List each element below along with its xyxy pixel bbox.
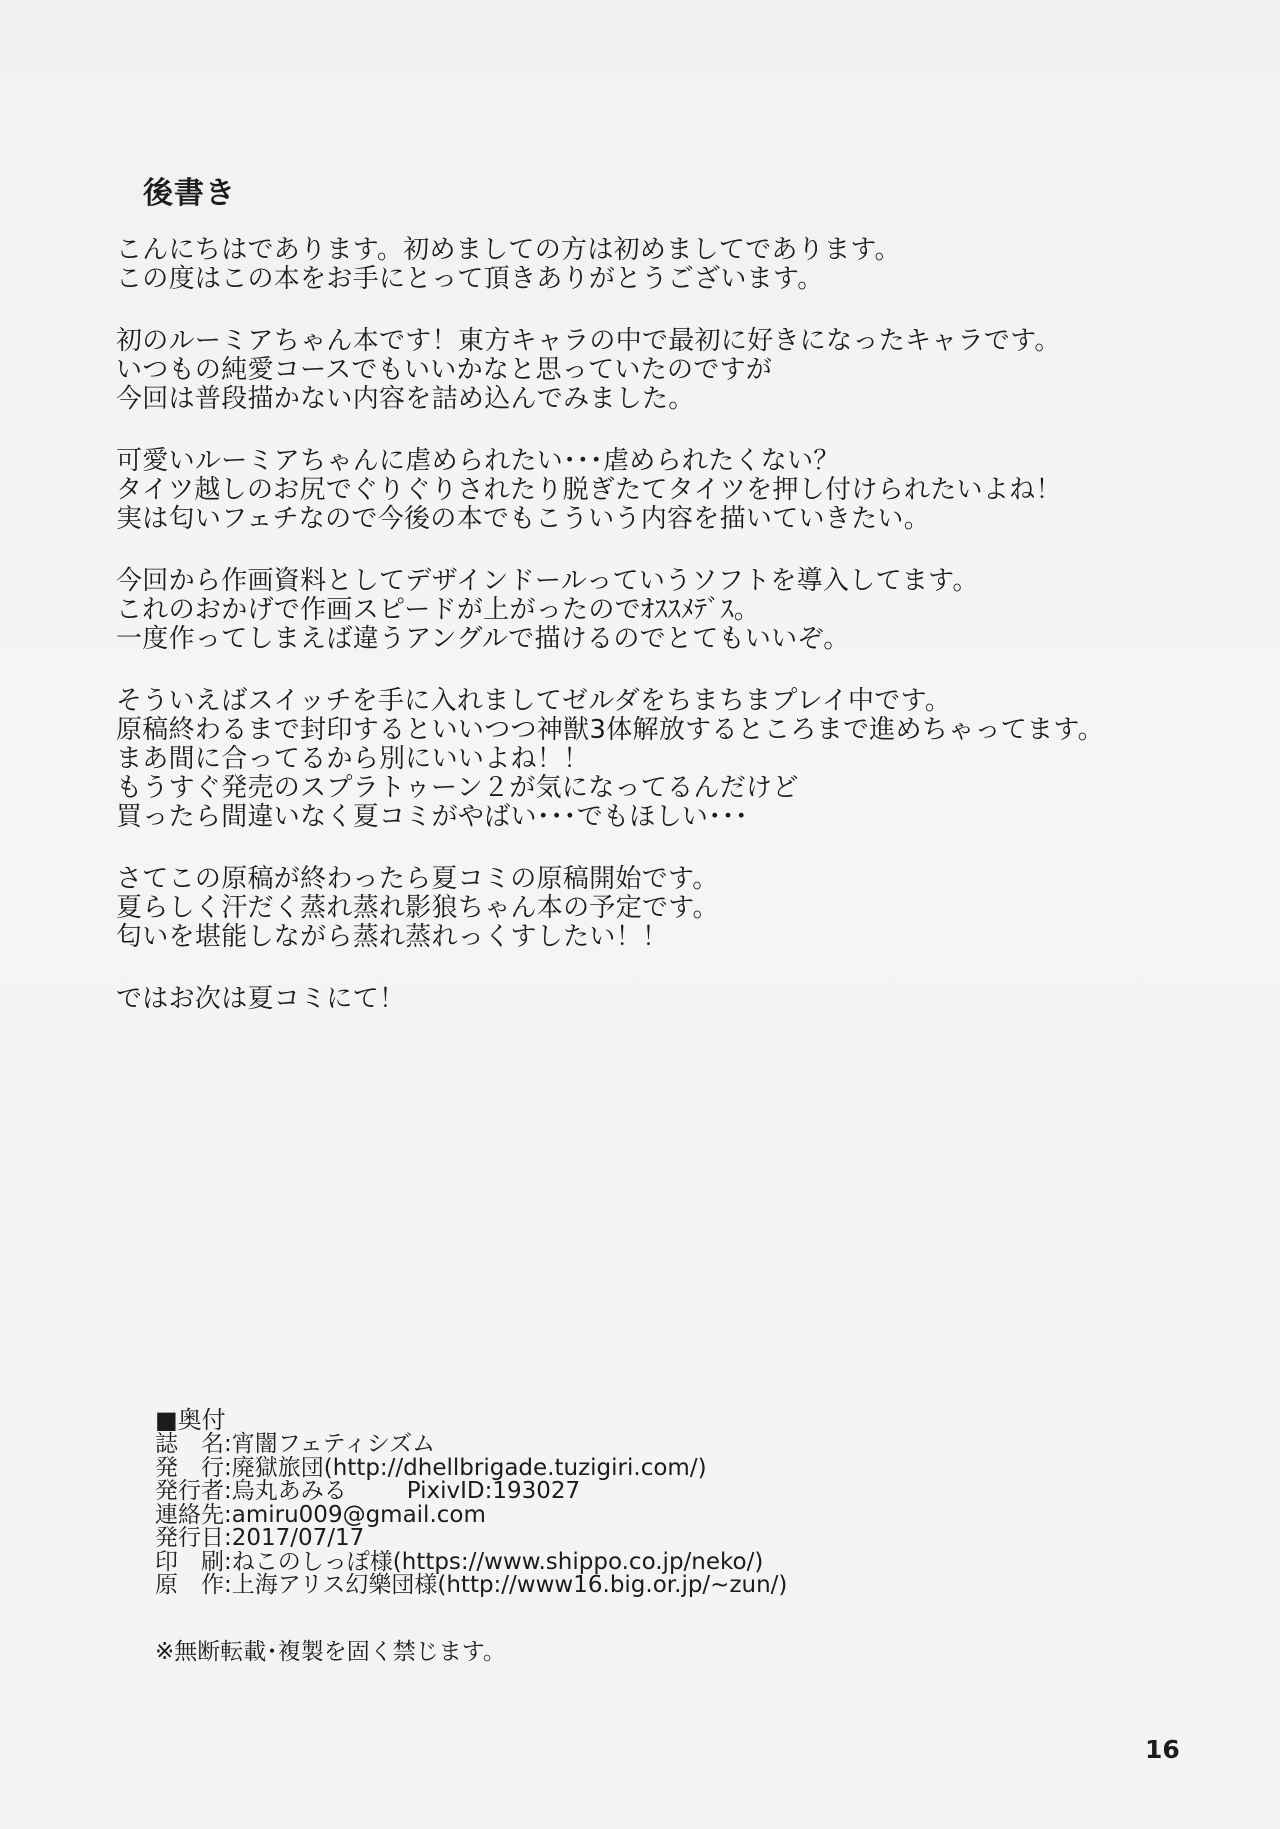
colophon-label: 印 刷 bbox=[155, 1548, 224, 1575]
colophon-separator: : bbox=[224, 1431, 232, 1457]
copyright-notice: ※無断転載･複製を固く禁じます。 bbox=[155, 1639, 506, 1665]
text-line: ではお次は夏コミにて！ bbox=[116, 984, 406, 1014]
afterword-heading: 後書き bbox=[143, 176, 236, 211]
text-line: これのおかげで作画スピードが上がったのでｵｽｽﾒﾃﾞｽ。 bbox=[116, 595, 761, 625]
text-line: そういえばスイッチを手に入れましてゼルダをちまちまプレイ中です。 bbox=[116, 686, 952, 716]
paragraph bbox=[116, 567, 1226, 654]
text-line: さてこの原稿が終わったら夏コミの原稿開始です。 bbox=[116, 864, 719, 894]
colophon-separator: : bbox=[224, 1478, 232, 1504]
colophon-row-date bbox=[155, 1527, 1055, 1551]
colophon-label: 原 作 bbox=[155, 1572, 224, 1598]
paragraph bbox=[116, 865, 1226, 952]
text-line: 原稿終わるまで封印するといいつつ神獣3体解放するところまで進めちゃってます。 bbox=[116, 715, 1104, 745]
text-line: 今回から作画資料としてデザインドールっていうソフトを導入してます。 bbox=[116, 566, 979, 596]
colophon-separator: : bbox=[224, 1548, 232, 1575]
text-line: 匂いを堪能しながら蒸れ蒸れっくすしたい！！ bbox=[116, 922, 669, 952]
text-line: 可愛いルーミアちゃんに虐められたい･･･虐められたくない？ bbox=[116, 446, 840, 476]
text-line: 一度作ってしまえば違うアングルで描けるのでとてもいいぞ。 bbox=[116, 624, 850, 654]
colophon-value: 宵闇フェティシズム bbox=[231, 1431, 436, 1457]
colophon-title: ■奥付 bbox=[155, 1406, 226, 1434]
colophon-label: 誌 名 bbox=[155, 1431, 224, 1457]
colophon-value: 廃獄旅団(http://dhellbrigade.tuzigiri.com/) bbox=[231, 1454, 707, 1481]
paragraph bbox=[116, 327, 1226, 414]
colophon-label: 連絡先 bbox=[155, 1501, 224, 1528]
text-line: もうすぐ発売のスプラトゥーン２が気になってるんだけど bbox=[116, 773, 799, 803]
text-line: 今回は普段描かない内容を詰め込んでみました。 bbox=[116, 384, 695, 414]
colophon-value: 烏丸あみる bbox=[231, 1478, 347, 1504]
colophon-row-contact bbox=[155, 1501, 1055, 1528]
text-line: 実は匂いフェチなので今後の本でもこういう内容を描いていきたい。 bbox=[116, 504, 931, 534]
colophon-separator: : bbox=[224, 1501, 232, 1528]
paragraph bbox=[116, 447, 1226, 534]
text-line: この度はこの本をお手にとって頂きありがとうございます。 bbox=[116, 264, 824, 294]
colophon-separator: : bbox=[224, 1454, 232, 1481]
text-line: いつもの純愛コースでもいいかなと思っていたのですが bbox=[116, 355, 773, 385]
afterword-body bbox=[116, 236, 1226, 1047]
text-line: まあ間に合ってるから別にいいよね！！ bbox=[116, 744, 590, 774]
colophon-value: 2017/07/17 bbox=[231, 1525, 365, 1551]
colophon-separator: : bbox=[224, 1525, 232, 1551]
colophon-row-title bbox=[155, 1433, 1055, 1457]
colophon-label: 発行日 bbox=[155, 1525, 224, 1551]
colophon-value: 上海アリス幻樂団様(http://www16.big.or.jp/~zun/) bbox=[231, 1572, 788, 1598]
text-line: こんにちはであります。初めましての方は初めましてであります。 bbox=[116, 235, 901, 265]
colophon-label: 発 行 bbox=[155, 1454, 224, 1481]
pixiv-id: PixivID:193027 bbox=[406, 1478, 581, 1504]
text-line: 夏らしく汗だく蒸れ蒸れ影狼ちゃん本の予定です。 bbox=[116, 893, 719, 923]
colophon-label: 発行者 bbox=[155, 1478, 224, 1504]
text-line: 初のルーミアちゃん本です！東方キャラの中で最初に好きになったキャラです。 bbox=[116, 326, 1061, 356]
paragraph bbox=[116, 687, 1226, 832]
colophon-row-author bbox=[155, 1480, 1055, 1504]
paragraph bbox=[116, 236, 1226, 294]
colophon-row-original-work bbox=[155, 1574, 1055, 1598]
colophon-separator: : bbox=[224, 1572, 232, 1598]
text-line: タイツ越しのお尻でぐりぐりされたり脱ぎたてタイツを押し付けられたいよね！ bbox=[116, 475, 1062, 505]
colophon bbox=[155, 1408, 1055, 1598]
paragraph bbox=[116, 985, 1226, 1014]
colophon-row-printer bbox=[155, 1548, 1055, 1575]
colophon-value: ねこのしっぽ様(https://www.shippo.co.jp/neko/) bbox=[231, 1548, 764, 1575]
page-number: 16 bbox=[1145, 1735, 1180, 1764]
colophon-row-publisher bbox=[155, 1454, 1055, 1481]
colophon-value: amiru009@gmail.com bbox=[231, 1501, 486, 1528]
text-line: 買ったら間違いなく夏コミがやばい･･･でもほしい･･･ bbox=[116, 802, 749, 832]
